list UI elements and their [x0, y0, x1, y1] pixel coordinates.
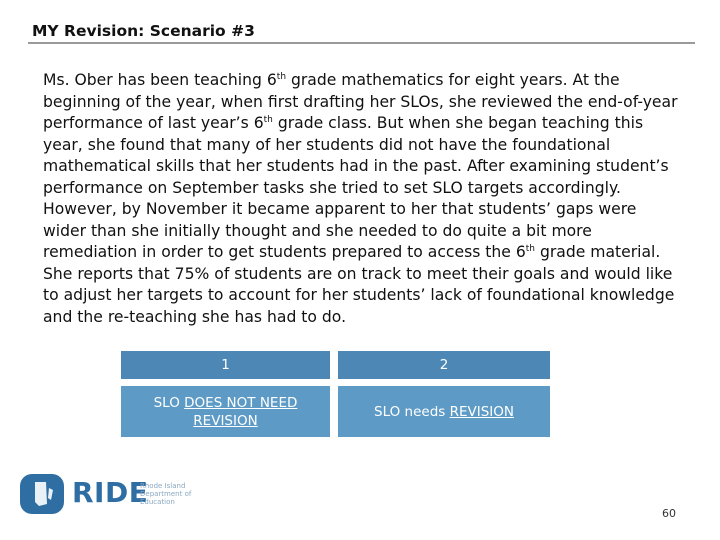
slide-title: MY Revision: Scenario #3: [32, 22, 255, 40]
choice-1-header[interactable]: [121, 351, 330, 379]
choice-2-label: SLO needs REVISION: [374, 403, 514, 420]
choice-1-number: 1: [221, 357, 230, 373]
choice-1-option[interactable]: [121, 386, 330, 437]
logo-wordmark: RIDE: [72, 476, 149, 509]
title-divider: [28, 42, 695, 44]
choice-1-label: SLO DOES NOT NEED REVISION: [153, 394, 298, 429]
scenario-text: Ms. Ober has been teaching 6th grade mathematics for eight years. At the beginning of the year, when first drafting her SLOs, she reviewed the end-of-year performance of last year’s 6th grade class. But when she began teaching this year, she found that many of her students did not have the foundational mathematical skills that her students had in the past. After examining student’s performance on September tasks she tried to set SLO targets accordingly. However, by November it became apparent to her that students’ gaps were wider than she initially thought and she needed to do quite a bit more remediation in order to get students prepared to access the 6th grade material. She reports that 75% of students are on track to meet their goals and would like to adjust her targets to account for her students’ lack of foundational knowledge and the re-teaching she has had to do.: [43, 71, 678, 326]
choice-2-option[interactable]: [338, 386, 550, 437]
rhode-island-map-icon: [20, 474, 64, 514]
choice-2-number: 2: [439, 357, 449, 373]
page-number: 60: [662, 507, 676, 520]
choice-2-header[interactable]: [338, 351, 550, 379]
logo-subtitle: Rhode Island Department of Education: [140, 482, 192, 506]
ride-logo: [20, 474, 190, 514]
